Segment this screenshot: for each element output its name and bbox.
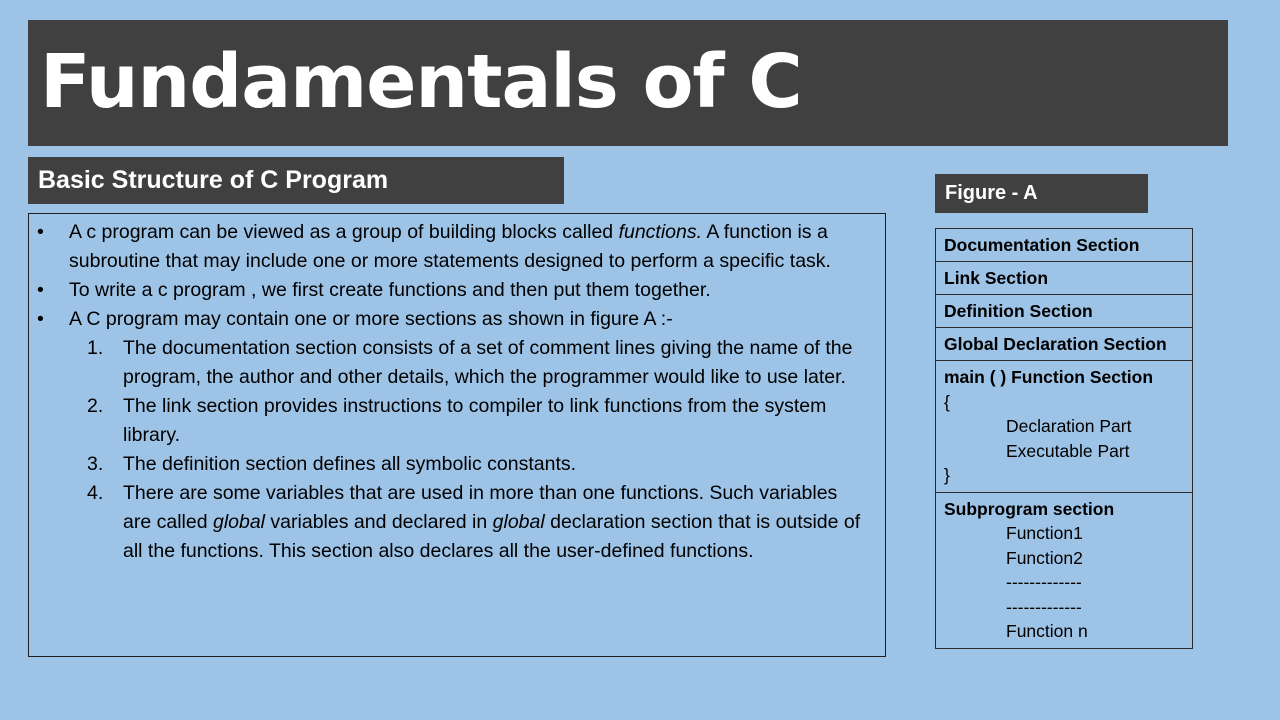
item-number: 4. bbox=[87, 482, 104, 504]
open-brace: { bbox=[944, 391, 950, 412]
bullet-emphasis: functions. bbox=[618, 221, 703, 243]
subtitle-bar bbox=[28, 157, 564, 204]
function-n: Function n bbox=[1006, 621, 1088, 641]
numbered-item bbox=[29, 392, 887, 450]
numbered-text: declaration section that is outside of all the functions. This section also declares all the user-defined functions. bbox=[123, 511, 861, 562]
numbered-text: The link section provides instructions to compiler to link functions from the system library. bbox=[123, 395, 827, 446]
numbered-text: The documentation section consists of a set of comment lines giving the name of the program, the author and other details, which the programmer would like to use later. bbox=[123, 337, 853, 388]
function-1: Function1 bbox=[1006, 523, 1083, 543]
item-number: 2. bbox=[87, 395, 104, 417]
numbered-text: The definition section defines all symbolic constants. bbox=[123, 453, 577, 475]
main-function-section-cell bbox=[936, 361, 1192, 493]
numbered-item bbox=[29, 479, 887, 566]
subprogram-header: Subprogram section bbox=[944, 498, 1115, 519]
bullet-text: A function is a subroutine that may include one or more statements designed to perform a specific task. bbox=[69, 221, 831, 272]
link-section-cell: Link Section bbox=[936, 262, 1192, 295]
documentation-section-cell: Documentation Section bbox=[936, 229, 1192, 262]
subprogram-section-cell bbox=[936, 493, 1192, 648]
numbered-emphasis: global bbox=[492, 511, 545, 533]
bullet-marker: • bbox=[37, 279, 44, 301]
figure-label: Figure - A bbox=[945, 182, 1038, 204]
executable-part: Executable Part bbox=[1006, 440, 1130, 461]
bullet-item bbox=[29, 305, 887, 334]
bullet-marker: • bbox=[37, 221, 44, 243]
numbered-text: variables and declared in bbox=[265, 511, 493, 533]
ellipsis-dashes: ------------- bbox=[1006, 596, 1082, 617]
function-2: Function2 bbox=[1006, 547, 1083, 568]
bullet-text: To write a c program , we first create functions and then put them together. bbox=[69, 279, 711, 301]
section-heading: Basic Structure of C Program bbox=[38, 166, 389, 194]
slide-title: Fundamentals of C bbox=[40, 39, 802, 125]
numbered-text: There are some variables that are used in more than one functions. Such variables are called bbox=[123, 482, 838, 533]
content-box bbox=[28, 213, 886, 657]
bullet-marker: • bbox=[37, 308, 44, 330]
bullet-item bbox=[29, 276, 887, 305]
bullet-text: A c program can be viewed as a group of building blocks called bbox=[69, 221, 619, 243]
numbered-emphasis: global bbox=[212, 511, 266, 533]
structure-diagram bbox=[935, 228, 1193, 649]
numbered-item bbox=[29, 334, 887, 392]
numbered-item bbox=[29, 450, 887, 479]
item-number: 3. bbox=[87, 453, 104, 475]
bullet-item bbox=[29, 218, 887, 276]
title-bar bbox=[28, 20, 1228, 146]
close-brace: } bbox=[944, 465, 950, 485]
bullet-text: A C program may contain one or more sections as shown in figure A :- bbox=[69, 308, 673, 330]
ellipsis-dashes: ------------- bbox=[1006, 572, 1082, 592]
definition-section-cell: Definition Section bbox=[936, 295, 1192, 328]
item-number: 1. bbox=[87, 337, 104, 359]
bullet-list bbox=[29, 218, 887, 566]
figure-label-bar bbox=[935, 174, 1148, 213]
main-section-header: main ( ) Function Section bbox=[944, 367, 1154, 387]
global-declaration-section-cell: Global Declaration Section bbox=[936, 328, 1192, 361]
declaration-part: Declaration Part bbox=[1006, 416, 1132, 436]
